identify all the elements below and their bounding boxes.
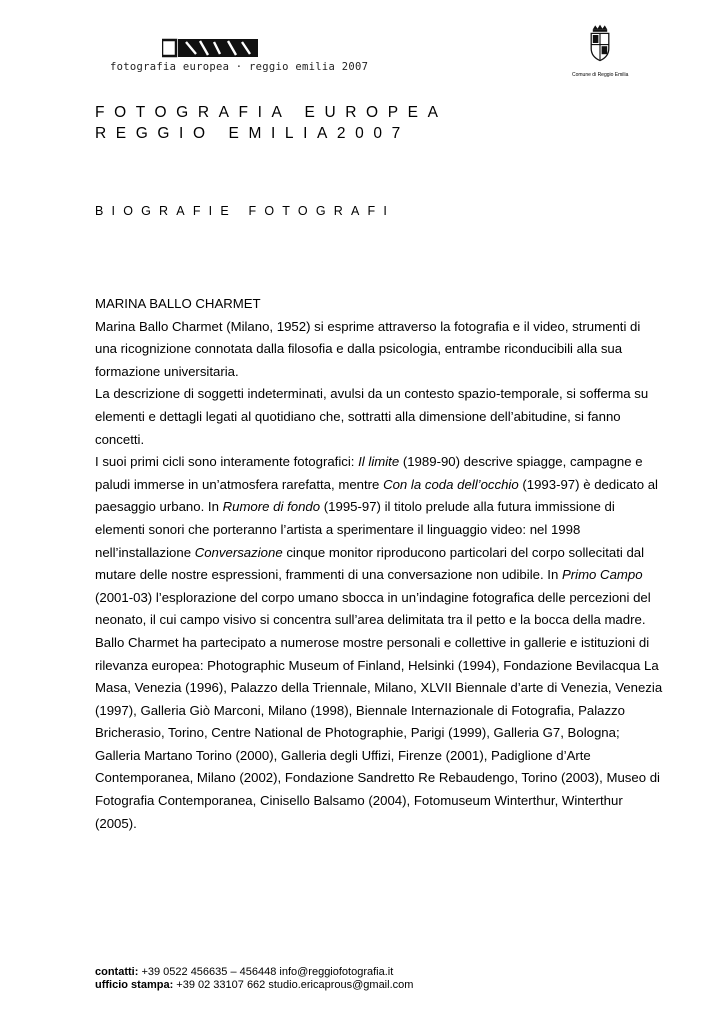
contacts-line <box>95 966 413 979</box>
bio-text: (1995-97) il titolo prelude alla futura immissione di elementi sonori che porteranno l’artista a sperimentare il linguaggio video: nel 1998 nell’installazione <box>95 499 615 560</box>
press-value: +39 02 33107 662 studio.ericaprous@gmail.com <box>173 979 414 991</box>
contacts-label: contatti: <box>95 966 139 978</box>
bio-paragraph-3 <box>95 451 665 632</box>
press-label: ufficio stampa: <box>95 979 174 991</box>
section-title: BIOGRAFIE FOTOGRAFI <box>95 204 396 218</box>
contacts-value: +39 0522 456635 – 456448 info@reggiofotografia.it <box>138 966 394 978</box>
footer-contacts <box>95 966 413 992</box>
festival-logo-text: fotografia europea · reggio emilia 2007 <box>110 61 369 73</box>
emblem-caption: Comune di Reggio Emilia <box>572 72 629 78</box>
photographer-name: MARINA BALLO CHARMET <box>95 296 261 311</box>
bio-text: cinque monitor riproducono particolari del corpo sollecitati dal mutare delle nostre espressioni, frammenti di una conversazione non udibile. In <box>95 544 645 583</box>
bio-paragraph-4: Ballo Charmet ha partecipato a numerose mostre personali e collettive in gallerie e istituzioni di rilevanza europea: Photographic Museum of Finland, Helsinki (1994), Fondazione Bevilacqua La Masa, Venezia (1996), Palazzo della Triennale, Milano, XLVII Biennale d’arte di Venezia, Venezia (1997), Galleria Giò Marconi, Milano (1998), Biennale Internazionale di Fotografia, Palazzo Bricherasio, Torino, Centre National de Photographie, Parigi (1999), Galleria G7, Bologna; Galleria Martano Torino (2000), Galleria degli Uffizi, Firenze (2001), Padiglione d’Arte Contemporanea, Milano (2002), Fondazione Sandretto Re Rebaudengo, Torino (2003), Museo di Fotografia Contemporanea, Cinisello Balsamo (2004), Fotomuseum Winterthur, Winterthur (2005). <box>95 634 663 831</box>
work-title: Con la coda dell’occhio <box>383 476 519 492</box>
bio-paragraph-1: Marina Ballo Charmet (Milano, 1952) si esprime attraverso la fotografia e il video, strumenti di una ricognizione connotata dalla filosofia e dalla psicologia, entrambe riconducibili alla sua formazione universitaria. <box>95 318 641 379</box>
bio-text: (1993-97) è dedicato al paesaggio urbano. In <box>95 476 658 515</box>
work-title: Rumore di fondo <box>222 499 321 515</box>
city-emblem <box>572 24 629 84</box>
work-title: Primo Campo <box>561 567 643 583</box>
press-office-line <box>95 979 413 992</box>
crest-icon <box>588 24 612 62</box>
bio-text: (1989-90) descrive spiagge, campagne e paludi immerse in un’atmosfera rarefatta, mentre <box>95 454 643 492</box>
page-title-line1: FOTOGRAFIA EUROPEA <box>95 104 448 121</box>
work-title: Il limite <box>358 454 400 470</box>
work-title: Conversazione <box>194 544 283 560</box>
page-title-line2: REGGIO EMILIA2007 <box>95 125 410 142</box>
bio-paragraph-2: La descrizione di soggetti indeterminati, avulsi da un contesto spazio-temporale, si sofferma su elementi e dettagli legati al quotidiano che, sottratti alla dimensione dell’abitudine, si fanno concetti. <box>95 386 649 447</box>
festival-logo-mark <box>162 38 258 58</box>
bio-text: (2001-03) l’esplorazione del corpo umano sbocca in un’indagine fotografica delle percezioni del neonato, il cui campo visivo si concentra sull’area delimitata tra il petto e la bocca della madre. <box>95 589 651 628</box>
festival-logo <box>110 38 369 78</box>
biography <box>95 293 665 835</box>
bio-text: I suoi primi cicli sono interamente fotografici: <box>95 454 359 470</box>
